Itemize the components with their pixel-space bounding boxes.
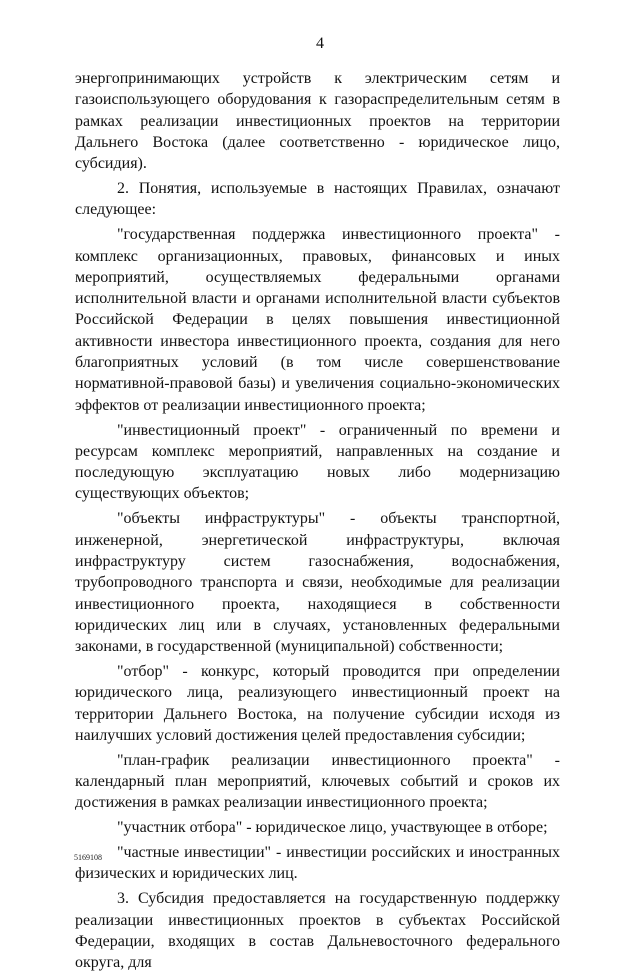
document-code: 5169108 — [74, 853, 102, 862]
page-number: 4 — [316, 35, 324, 52]
definition-investment-project: "инвестиционный проект" - ограниченный по времени и ресурсам комплекс мероприятий, направленных на создание и последующую эксплуатацию новых либо модернизацию существующих объектов; — [75, 421, 560, 503]
definition-schedule: "план-график реализации инвестиционного проекта" - календарный план мероприятий, ключевых событий и сроков их достижения в рамках реализации инвестиционного проекта; — [75, 751, 560, 812]
paragraph-clause-2: 2. Понятия, используемые в настоящих Правилах, означают следующее: — [75, 180, 560, 219]
body-text — [75, 68, 560, 977]
definition-state-support: "государственная поддержка инвестиционного проекта" - комплекс организационных, правовых, финансовых и иных мероприятий, осуществляемых федеральными органами исполнительной власти и органами исполнительной власти субъектов Российской Федерации в целях повышения инвестиционной активности инвестора инвестиционного проекта, создания для него благоприятных условий (в том числе совершенствование нормативной-правовой базы) и увеличения социально-экономических эффектов от реализации инвестиционного проекта; — [75, 226, 560, 414]
paragraph-clause-3: 3. Субсидия предоставляется на государственную поддержку реализации инвестиционных проектов в субъектах Российской Федерации, входящих в состав Дальневосточного федерального округа, для — [75, 890, 560, 972]
definition-selection: "отбор" - конкурс, который проводится при определении юридического лица, реализующего инвестиционный проект на территории Дальнего Востока, на получение субсидии исходя из наилучших условий достижения целей предоставления субсидии; — [75, 662, 560, 744]
definition-participant: "участник отбора" - юридическое лицо, участвующее в отборе; — [117, 819, 548, 837]
definition-private-investment: "частные инвестиции" - инвестиции российских и иностранных физических и юридических лиц. — [75, 844, 560, 883]
definition-infrastructure: "объекты инфраструктуры" - объекты транспортной, инженерной, энергетической инфраструктуры, включая инфраструктуру систем газоснабжения, водоснабжения, трубопроводного транспорта и связи, необходимые для реализации инвестиционного проекта, находящиеся в собственности юридических лиц или в случаях, установленных федеральными законами, в государственной (муниципальной) собственности; — [75, 510, 560, 656]
paragraph-continuation: энергопринимающих устройств к электрическим сетям и газоиспользующего оборудования к газораспределительным сетям в рамках реализации инвестиционных проектов на территории Дальнего Востока (далее соответственно - юридическое лицо, субсидия). — [75, 70, 560, 173]
